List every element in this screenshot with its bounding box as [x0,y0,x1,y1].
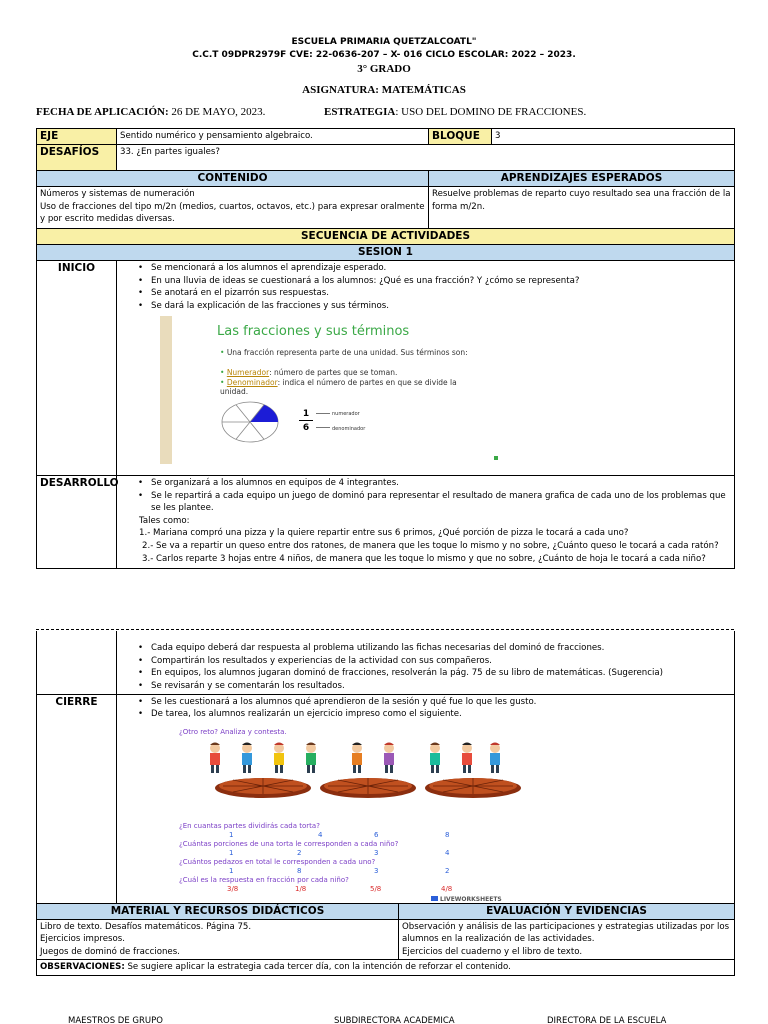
ws-watermark-text: LIVEWORKSHEETS [440,895,502,903]
cierre-label: CIERRE [37,694,117,903]
child-5-icon [352,742,362,773]
fig-frac-num: 1 [302,409,310,420]
strategy-line [324,106,586,118]
inicio-item: • Se anotará en el pizarrón sus respuestas. [120,287,731,300]
fractions-figure [160,316,624,464]
fig-corner-mark [494,456,498,460]
date-label: FECHA DE APLICACIÓN: [36,106,169,118]
child-3-icon [274,742,284,773]
fig-numerador-word: Numerador [226,368,270,378]
desarrollo-item: • Se le repartirá a cada equipo un juego de dominó para representar el resultado de manera grafica de cada uno de los problemas que se les plantee. [120,490,731,515]
desarrollo-label: DESARROLLO [37,476,117,569]
strategy-label: ESTRATEGIA [324,106,396,118]
ws-q3-a3: 3 [374,866,379,875]
eje-value: Sentido numérico y pensamiento algebraico. [117,129,429,145]
ws-watermark [431,894,502,907]
pie-sixths-icon [220,400,280,444]
contenido-line-2: Uso de fracciones del tipo m/2n (medios, cuartos, octavos, etc.) para expresar oralmente y por escrito medidas diversas. [40,201,425,225]
evaluacion-text: Observación y análisis de las participaciones y estrategias utilizadas por los alumnos en la realización de las actividades. [402,921,730,945]
material-cell [37,919,399,960]
cont-item: • Cada equipo deberá dar respuesta al problema utilizando las fichas necesarias del dominó de fracciones. [120,642,731,655]
aprendizajes-header: APRENDIZAJES ESPERADOS [429,171,735,187]
fig-label-num: numerador [332,411,360,418]
child-9-icon [490,742,500,773]
evaluacion-text-2: Ejercicios del cuaderno y el libro de texto. [402,946,583,957]
ws-q3-a4: 2 [445,866,450,875]
plan-table-top [36,128,735,569]
ws-q1-a4: 8 [445,830,450,839]
eje-label: EJE [37,129,117,145]
contenido-header: CONTENIDO [37,171,429,187]
fig-frac-bar [299,420,313,421]
material-item: Libro de texto. Desafíos matemáticos. Página 75. [40,921,252,932]
ws-q4-a1: 3/8 [227,884,239,893]
problem-3: 3.- Carlos reparte 3 hojas entre 4 niños, de manera que les toque lo mismo y que no sobre, ¿Cuánto de hoja le tocará a cada niño? [142,553,706,564]
inicio-cell [117,261,735,476]
pie-2-icon [320,778,416,798]
ws-q4-a4: 4/8 [441,884,453,893]
pie-1-icon [215,778,311,798]
child-2-icon [242,742,252,773]
child-4-icon [306,742,316,773]
ws-q2-a2: 2 [297,848,302,857]
problem-2: 2.- Se va a repartir un queso entre dos ratones, de manera que les toque lo mismo y no sobre, ¿Cuánto queso le tocará a cada ratón? [142,540,719,551]
fig-numerador-text: : número de partes que se toman. [269,368,398,378]
child-6-icon [384,742,394,773]
cierre-cell [117,694,735,903]
ws-q4: ¿Cuál es la respuesta en fracción por cada niño? [179,875,349,884]
ws-q1-a1: 1 [229,830,234,839]
ws-q4-a3: 5/8 [370,884,382,893]
signature-subdirector: SUBDIRECTORA ACADEMICA [334,1016,455,1024]
child-8-icon [462,742,472,773]
cct-line: C.C.T 09DPR2979F CVE: 22-0636-207 – X- 016 CICLO ESCOLAR: 2022 – 2023. [192,50,576,60]
ws-q2-a4: 4 [445,848,450,857]
date-value: 26 DE MAYO, 2023. [168,106,266,118]
continuation-label-cell [37,631,117,694]
signature-teachers: MAESTROS DE GRUPO [68,1016,163,1024]
inicio-item: • En una lluvia de ideas se cuestionará a los alumnos: ¿Qué es una fracción? Y ¿cómo se representa? [120,275,731,288]
ws-q3-a1: 1 [229,866,234,875]
secuencia-header: SECUENCIA DE ACTIVIDADES [37,229,735,245]
ws-q4-a2: 1/8 [295,884,307,893]
fig-bullet-3: • Denominador: indica el número de partes en que se divide la unidad. [220,378,457,397]
material-header: MATERIAL Y RECURSOS DIDÁCTICOS [37,903,399,919]
observaciones-cell [37,960,735,976]
fig-bullet-1: • Una fracción representa parte de una unidad. Sus términos son: [220,348,468,358]
fig-title: Las fracciones y sus términos [217,324,410,340]
signature-director: DIRECTORA DE LA ESCUELA [547,1016,667,1024]
fig-bullet-2: • Numerador: número de partes que se toman. [220,368,398,378]
desarrollo-item: • Se organizará a los alumnos en equipos de 4 integrantes. [120,477,731,490]
desafios-value: 33. ¿En partes iguales? [117,145,735,171]
fig-frac-den: 6 [302,423,310,434]
page-break-line [36,629,734,630]
bloque-label: BLOQUE [429,129,492,145]
aprendizajes-text: Resuelve problemas de reparto cuyo resultado sea una fracción de la forma m/2n. [429,187,735,229]
contenido-cell [37,187,429,229]
desarrollo-cell [117,476,735,569]
plan-table-bottom [36,631,735,976]
ws-q2-a3: 3 [374,848,379,857]
ws-q1: ¿En cuantas partes dividirás cada torta? [179,821,320,830]
strategy-value: : USO DEL DOMINO DE FRACCIONES. [395,106,587,118]
evaluacion-header: EVALUACIÓN Y EVIDENCIAS [399,903,735,919]
tales-como: Tales como: [139,515,190,526]
ws-q1-a3: 6 [374,830,379,839]
watermark-logo-icon [431,896,438,901]
cont-item: • Compartirán los resultados y experiencias de la actividad con sus compañeros. [120,655,731,668]
ws-q3-a2: 8 [297,866,302,875]
grade: 3° GRADO [357,63,411,75]
contenido-line-1: Números y sistemas de numeración [40,189,195,199]
ws-q1-a2: 4 [318,830,323,839]
date-line [36,106,265,118]
ws-heading: ¿Otro reto? Analiza y contesta. [179,727,287,736]
material-item: Ejercicios impresos. [40,934,125,945]
cierre-item: • De tarea, los alumnos realizarán un ejercicio impreso como el siguiente. [120,708,731,721]
subject: ASIGNATURA: MATEMÁTICAS [302,84,466,96]
desafios-label: DESAFÍOS [37,145,117,171]
inicio-label: INICIO [37,261,117,476]
inicio-item: • Se dará la explicación de las fracciones y sus términos. [120,300,731,313]
fig-pointer-num [316,413,330,414]
material-item: Juegos de dominó de fracciones. [40,946,180,957]
obs-label: OBSERVACIONES: [40,962,125,973]
fig-bullet-1-text: Una fracción representa parte de una unidad. Sus términos son: [226,348,468,358]
fig-denominador-text: : indica el número de partes en que se divide la unidad. [220,378,457,397]
ws-q2-a1: 1 [229,848,234,857]
fig-pointer-den [316,427,330,428]
figure-border-strip [160,316,172,464]
sesion-header: SESION 1 [37,245,735,261]
evaluacion-cell [399,919,735,960]
pies-illustration [213,774,523,800]
fig-label-den: denominador [332,426,366,433]
fig-denominador-word: Denominador [226,378,278,388]
cierre-item: • Se les cuestionará a los alumnos qué aprendieron de la sesión y qué fue lo que les gusto. [120,696,731,709]
child-1-icon [210,742,220,773]
problem-1: 1.- Mariana compró una pizza y la quiere repartir entre sus 6 primos, ¿Qué porción de pizza le tocará a cada uno? [139,528,629,539]
continuation-cell [117,631,735,694]
cont-item: • Se revisarán y se comentarán los resultados. [120,680,731,693]
child-7-icon [430,742,440,773]
worksheet-figure [175,724,645,901]
cont-item: • En equipos, los alumnos jugaran dominó de fracciones, resolverán la pág. 75 de su libro de matemáticas. (Sugerencia) [120,667,731,680]
obs-value: Se sugiere aplicar la estrategia cada tercer día, con la intención de reforzar el contenido. [124,962,511,973]
pie-3-icon [425,778,521,798]
inicio-item: • Se mencionará a los alumnos el aprendizaje esperado. [120,262,731,275]
bloque-value: 3 [492,129,735,145]
ws-q2: ¿Cuántas porciones de una torta le corresponden a cada niño? [179,839,399,848]
ws-q3: ¿Cuántos pedazos en total le corresponden a cada uno? [179,857,376,866]
school-name: ESCUELA PRIMARIA QUETZALCOATL" [291,37,477,47]
